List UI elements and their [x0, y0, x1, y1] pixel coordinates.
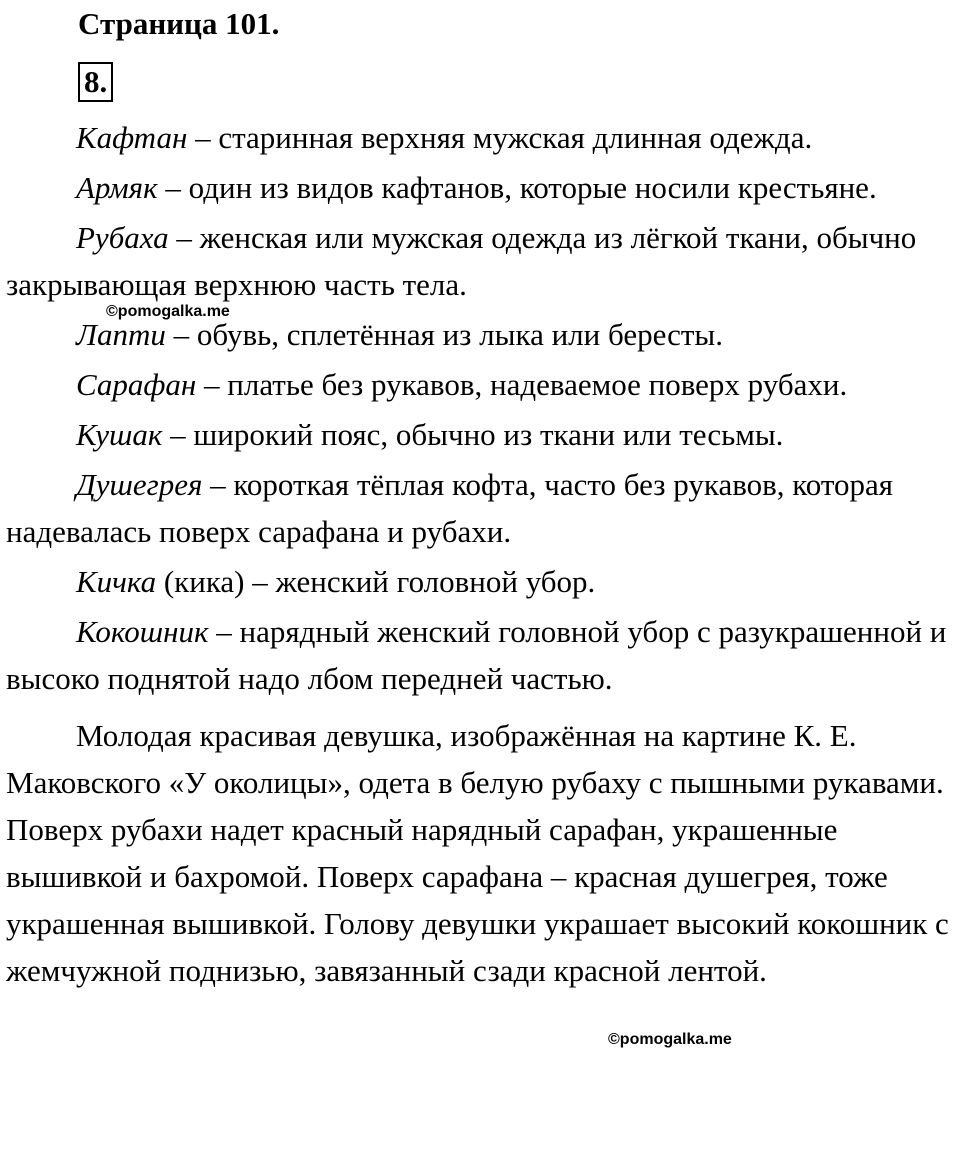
- definition-kaftan: [6, 114, 958, 161]
- painting-description: Молодая красивая девушка, изображённая на картине К. Е. Маковского «У околицы», одета в белую рубаху с пышными рукавами. Поверх рубахи надет красный нарядный сарафан, украшенные вышивкой и бахромой. Поверх сарафана – красная душегрея, тоже украшенная вышивкой. Голову девушки украшает высокий кокошник с жемчужной поднизью, завязанный сзади красной лентой.: [6, 718, 949, 988]
- definition-text: – обувь, сплетённая из лыка или бересты.: [165, 317, 724, 352]
- content: [6, 114, 958, 997]
- definition-text: – нарядный женский головной убор с разукрашенной и высоко поднятой надо лбом передней частью.: [6, 614, 947, 696]
- definition-sarafan: [6, 361, 958, 408]
- term-note: (кика): [156, 564, 245, 599]
- definition-text: – один из видов кафтанов, которые носили крестьяне.: [157, 170, 877, 205]
- term: Кичка: [76, 564, 157, 599]
- term: Кокошник: [76, 614, 209, 649]
- definition-armyak: [6, 164, 958, 211]
- term: Армяк: [76, 170, 158, 205]
- page-title: Страница 101.: [78, 6, 280, 41]
- watermark: ©pomogalka.me: [106, 303, 230, 320]
- definition-kushak: [6, 411, 958, 458]
- term: Кафтан: [76, 120, 188, 155]
- definition-dushegreya: [6, 461, 958, 555]
- definition-text: – платье без рукавов, надеваемое поверх рубахи.: [196, 367, 848, 402]
- definition-rubakha: [6, 214, 958, 308]
- task-number: 8.: [84, 64, 108, 99]
- term: Лапти: [76, 317, 166, 352]
- watermark: ©pomogalka.me: [608, 1031, 732, 1048]
- term: Кушак: [76, 417, 163, 452]
- definition-text: – женский головной убор.: [244, 564, 596, 599]
- definition-text: – старинная верхняя мужская длинная одежда.: [187, 120, 813, 155]
- definition-kokoshnik: [6, 608, 958, 702]
- definition-kichka: [6, 558, 958, 605]
- task-number-box: [78, 62, 113, 102]
- definition-text: – короткая тёплая кофта, часто без рукавов, которая надевалась поверх сарафана и рубахи.: [6, 467, 894, 549]
- definition-text: – широкий пояс, обычно из ткани или тесьмы.: [162, 417, 784, 452]
- term: Рубаха: [76, 220, 169, 255]
- term: Душегрея: [76, 467, 203, 502]
- definition-text: – женская или мужская одежда из лёгкой ткани, обычно закрывающая верхнюю часть тела.: [6, 220, 917, 302]
- term: Сарафан: [76, 367, 197, 402]
